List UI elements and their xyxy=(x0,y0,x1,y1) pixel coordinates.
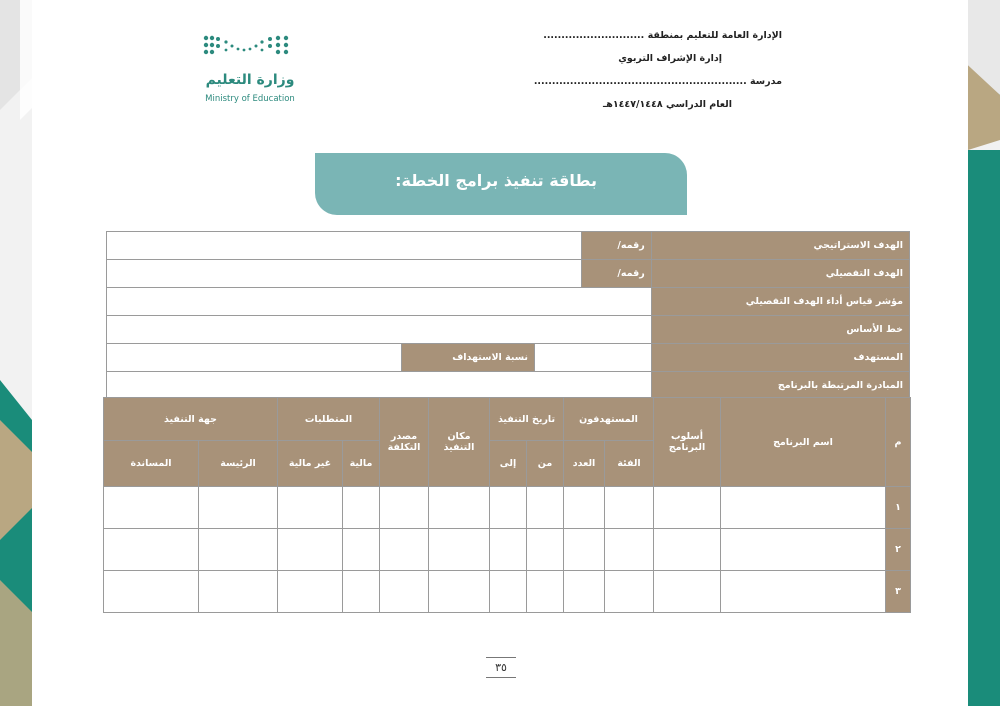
school-line: مدرسة ........................................................... xyxy=(533,76,782,87)
cell[interactable] xyxy=(104,487,199,529)
row-label: الهدف التفصيلي xyxy=(651,260,909,288)
table-row xyxy=(107,260,910,288)
cell[interactable] xyxy=(429,529,490,571)
col-nonfinancial: غير مالية xyxy=(278,441,343,487)
col-category: الفئة xyxy=(605,441,654,487)
logo-dots-icon xyxy=(200,30,300,70)
col-style: أسلوب البرنامج xyxy=(654,398,721,487)
ministry-logo xyxy=(200,30,310,110)
cell[interactable] xyxy=(654,571,721,613)
cell[interactable] xyxy=(278,529,343,571)
cell[interactable] xyxy=(199,529,278,571)
cell[interactable] xyxy=(199,571,278,613)
table-row xyxy=(107,372,910,400)
row-label: مؤشر قياس أداء الهدف التفصيلي xyxy=(651,288,909,316)
title-banner xyxy=(315,153,687,215)
row-label: المستهدف xyxy=(651,344,909,372)
cell[interactable] xyxy=(429,571,490,613)
cell[interactable] xyxy=(654,529,721,571)
value-cell[interactable] xyxy=(107,260,582,288)
cell[interactable] xyxy=(343,529,380,571)
col-num: م xyxy=(886,398,911,487)
col-from: من xyxy=(527,441,564,487)
cell[interactable] xyxy=(380,487,429,529)
col-targets: المستهدفون xyxy=(564,398,654,441)
cell[interactable] xyxy=(564,571,605,613)
cell[interactable] xyxy=(564,487,605,529)
cell[interactable] xyxy=(527,529,564,571)
row-label: المبادرة المرتبطة بالبرنامج xyxy=(651,372,909,400)
col-name: اسم البرنامج xyxy=(721,398,886,487)
table-row xyxy=(107,288,910,316)
row-label: خط الأساس xyxy=(651,316,909,344)
col-support: المساندة xyxy=(104,441,199,487)
cell[interactable] xyxy=(343,571,380,613)
col-date: تاريخ التنفيذ xyxy=(490,398,564,441)
value-cell[interactable] xyxy=(107,288,652,316)
cell[interactable] xyxy=(380,571,429,613)
cell[interactable] xyxy=(490,529,527,571)
col-count: العدد xyxy=(564,441,605,487)
cell[interactable] xyxy=(490,487,527,529)
cell[interactable] xyxy=(429,487,490,529)
cell[interactable] xyxy=(278,487,343,529)
cell[interactable] xyxy=(380,529,429,571)
cell[interactable] xyxy=(654,487,721,529)
cell[interactable] xyxy=(721,529,886,571)
cell[interactable] xyxy=(605,529,654,571)
cell[interactable] xyxy=(605,571,654,613)
cell[interactable] xyxy=(104,571,199,613)
number-label-cell: رقمه/ xyxy=(582,232,651,260)
table-row xyxy=(104,529,911,571)
year-line: العام الدراسي ١٤٤٧/١٤٤٨هـ xyxy=(602,99,732,110)
cell[interactable] xyxy=(527,571,564,613)
table-row xyxy=(104,487,911,529)
logo-arabic-text: وزارة التعليم xyxy=(205,72,295,88)
row-number: ٢ xyxy=(886,529,911,571)
target-ratio-label: نسبة الاستهداف xyxy=(402,344,535,371)
cell[interactable] xyxy=(104,529,199,571)
col-main: الرئيسة xyxy=(199,441,278,487)
value-cell[interactable] xyxy=(107,372,652,400)
col-to: إلى xyxy=(490,441,527,487)
col-party: جهة التنفيذ xyxy=(104,398,278,441)
cell[interactable] xyxy=(721,487,886,529)
logo-english-text: Ministry of Education xyxy=(205,94,295,104)
value-cell[interactable] xyxy=(107,232,582,260)
cell[interactable] xyxy=(527,487,564,529)
supervision-line: إدارة الإشراف التربوي xyxy=(618,53,722,64)
page-number: ٣٥ xyxy=(486,657,516,678)
cell[interactable] xyxy=(278,571,343,613)
target-split-cell xyxy=(107,344,652,372)
target-value[interactable] xyxy=(535,344,651,371)
row-number: ٣ xyxy=(886,571,911,613)
row-label: الهدف الاستراتيجي xyxy=(651,232,909,260)
row-number: ١ xyxy=(886,487,911,529)
banner-title: بطاقة تنفيذ برامج الخطة: xyxy=(395,171,597,190)
value-cell[interactable] xyxy=(107,316,652,344)
col-cost: مصدر التكلفة xyxy=(380,398,429,487)
col-place: مكان التنفيذ xyxy=(429,398,490,487)
cell[interactable] xyxy=(605,487,654,529)
col-financial: مالية xyxy=(343,441,380,487)
header-row xyxy=(104,398,911,441)
col-requirements: المتطلبات xyxy=(278,398,380,441)
goal-info-table xyxy=(106,231,910,400)
cell[interactable] xyxy=(564,529,605,571)
cell[interactable] xyxy=(199,487,278,529)
programs-table xyxy=(103,397,911,613)
table-row xyxy=(107,232,910,260)
table-row xyxy=(104,571,911,613)
header-text xyxy=(533,28,782,120)
cell[interactable] xyxy=(721,571,886,613)
target-ratio-value[interactable] xyxy=(107,344,402,371)
table-row xyxy=(107,316,910,344)
cell[interactable] xyxy=(343,487,380,529)
number-label-cell: رقمه/ xyxy=(582,260,651,288)
region-line: الإدارة العامة للتعليم بمنطقة ............................ xyxy=(543,30,782,41)
table-row xyxy=(107,344,910,372)
cell[interactable] xyxy=(490,571,527,613)
